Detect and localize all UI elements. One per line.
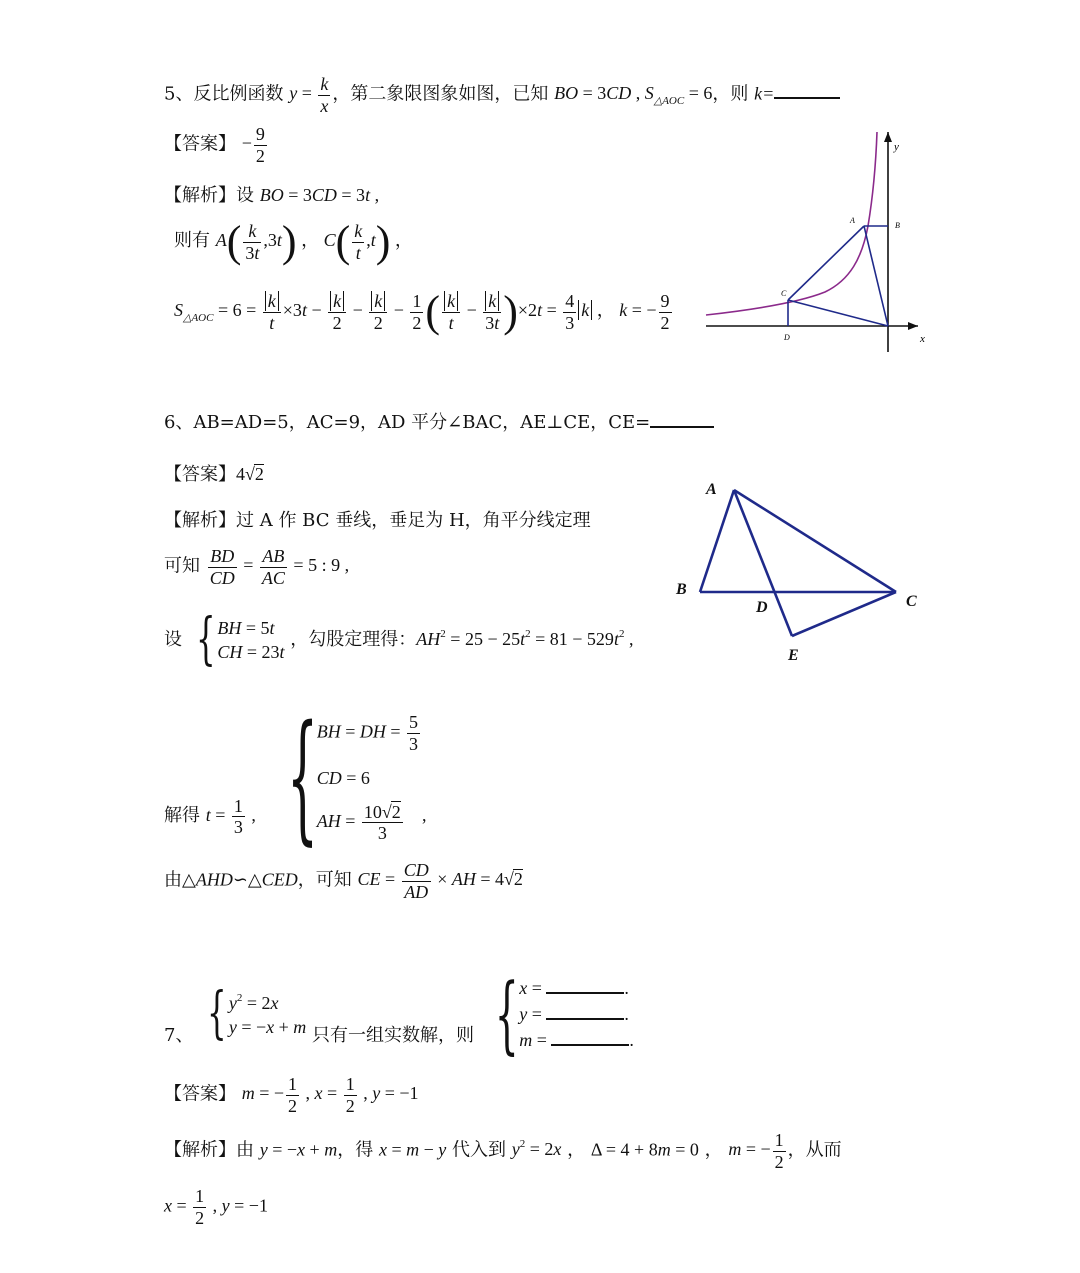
q5-question: 5、反比例函数 y = $\frac{k}{x}$ ，第二象限图象如图，已知 BO = 3CD , $S_{\triangle AOC} = 6$，则 k= <box>164 74 840 116</box>
q6-triangle-figure <box>670 472 940 668</box>
point-d-label: D <box>784 333 790 342</box>
vertex-c-label: C <box>906 593 917 610</box>
q6-answer: 【答案】4√2 <box>164 464 264 485</box>
q6-analysis-line5: 由△AHD∽△CED，可知 CE = $\frac{CD}{AD}$ × AH = 4√2 <box>164 860 523 902</box>
vertex-d-label: D <box>756 599 768 616</box>
q5-analysis-line3: $S_{\triangle AOC} = 6$ = $\frac{k}{t}$ ×3t − $\frac{k}{2}$ − $\frac{k}{2}$ − $\frac{1}{2}$ ( $\frac{k}{t}$ − $\frac{k}{3t}$ )×2t = $\frac{4}{3}$ k ， k = − $\frac{9}{2}$ <box>174 287 670 336</box>
vertex-a-label: A <box>706 481 717 498</box>
point-a-label: A <box>850 216 855 225</box>
q5-answer: 【答案】 − $\frac{9}{2}$ <box>164 124 265 166</box>
q5-analysis-line2: 则有 A( $\frac{k}{3t}$ ,3t) ， C( $\frac{k}{t}$ ,t) ， <box>174 217 413 266</box>
q7-answer: 【答案】 m = − $\frac{1}{2}$ , x = $\frac{1}{2}$ , y = −1 <box>164 1074 419 1116</box>
q6-analysis-line1: 【解析】过 A 作 BC 垂线，垂足为 H，角平分线定理 <box>164 510 591 531</box>
point-b-label: B <box>895 221 900 230</box>
vertex-e-label: E <box>788 647 799 664</box>
x-axis-label: x <box>920 333 925 345</box>
q6-question: 6、AB=AD=5，AC=9，AD 平分∠BAC，AE⊥CE，CE= <box>164 414 714 432</box>
q6-analysis-line4: 解得 t = $\frac{1}{3}$ , { BH = DH = $\frac{5}{3}$ CD = 6 AH = $\frac{10√2}{3}$ , <box>164 696 427 859</box>
q6-analysis-line3: 设 { BH = 5t CH = 23t ，勾股定理得：$AH^2 = 25 - 25t^2 = 81 - 529t^2$ , <box>164 607 634 672</box>
q7-analysis-line2: x = $\frac{1}{2}$ , y = −1 <box>164 1186 268 1228</box>
q7-question: 7、 { $y^2 = 2x$ y = −x + m 只有一组实数解，则 { x = . y = . m = . <box>164 965 634 1063</box>
q6-analysis-line2: 可知 $\frac{BD}{CD}$ = $\frac{AB}{AC}$ = 5 : 9 , <box>164 546 350 588</box>
q5-answer-blank <box>774 97 840 99</box>
q7-analysis-line1: 【解析】由 y = −x + m，得 x = m − y 代入到 $y^2 = 2x$ ， Δ = 4 + 8m = 0 ， m = − $\frac{1}{2}$ ，从而 <box>164 1130 842 1172</box>
q6-answer-blank <box>650 426 714 428</box>
point-c-label: C <box>781 289 787 298</box>
vertex-b-label: B <box>676 581 687 598</box>
q5-graph <box>700 128 940 358</box>
q5-analysis-line1: 【解析】设 BO = 3CD = 3t , <box>164 185 380 206</box>
y-axis-label: y <box>894 141 899 153</box>
